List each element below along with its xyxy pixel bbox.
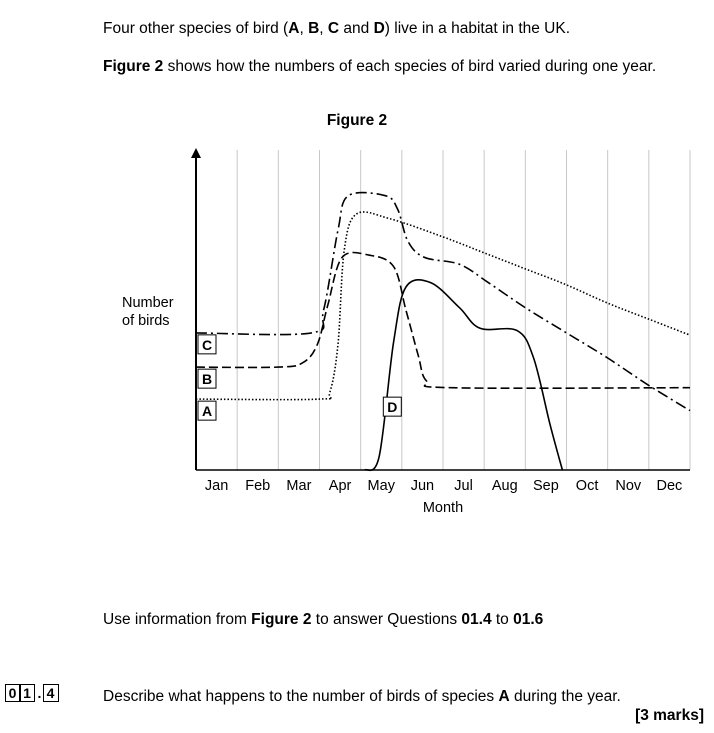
species-b-ref: B (308, 20, 320, 37)
question-ref: 01.4 (461, 611, 492, 628)
question-number (6, 684, 59, 702)
x-tick-label: May (367, 478, 395, 494)
x-tick-label: Jun (410, 478, 435, 494)
question-text-part: Describe what happens to the number of birds of species (103, 688, 499, 705)
series-label: A (201, 403, 213, 420)
figure-title: Figure 2 (326, 112, 388, 129)
series-line-d (365, 280, 563, 471)
marks-label: [3 marks] (635, 707, 704, 724)
axes (191, 148, 690, 470)
species-c-ref: C (327, 20, 340, 37)
figure-ref: Figure 2 (103, 58, 164, 75)
intro-text: ) live in a habitat in the UK. (384, 20, 571, 37)
x-tick-label: Sep (533, 478, 559, 494)
intro-text: , (299, 20, 309, 37)
intro-text: and (339, 20, 374, 37)
x-tick-label: Apr (328, 478, 352, 494)
x-tick-label: Nov (615, 478, 642, 494)
instruction-line (103, 611, 543, 629)
question-text (103, 688, 621, 706)
question-number-dot: . (37, 685, 42, 701)
species-d-ref: D (373, 20, 385, 37)
question-number-digit: 4 (43, 684, 59, 702)
intro-text: shows how the numbers of each species of bird varied during one year. (163, 58, 657, 75)
question-number-digit: 1 (19, 684, 35, 702)
x-tick-label: Aug (491, 478, 518, 494)
question-number-digit: 0 (5, 684, 21, 702)
question-ref: 01.6 (513, 611, 544, 628)
instruction-text: Use information from (103, 611, 252, 628)
series-label: B (201, 371, 213, 388)
x-axis-title: Month (422, 500, 464, 516)
gridlines (237, 150, 690, 470)
question-text-part: during the year. (509, 688, 621, 705)
x-tick-label: Mar (286, 478, 312, 494)
series-label: C (201, 336, 213, 353)
x-tick-label: Oct (575, 478, 599, 494)
intro-text: , (319, 20, 328, 37)
instruction-text: to answer Questions (311, 611, 462, 628)
instruction-text: to (491, 611, 514, 628)
y-axis-title: Number of birds (122, 295, 174, 329)
x-tick-label: Dec (656, 478, 683, 494)
x-tick-label: Jan (204, 478, 229, 494)
x-tick-label: Feb (245, 478, 271, 494)
species-a-ref: A (288, 20, 300, 37)
species-a-ref: A (498, 688, 510, 705)
x-tick-label: Jul (454, 478, 473, 494)
y-axis-arrow (191, 148, 201, 158)
series-label: D (387, 399, 398, 416)
figure-ref: Figure 2 (251, 611, 312, 628)
intro-text: Four other species of bird ( (103, 20, 289, 37)
